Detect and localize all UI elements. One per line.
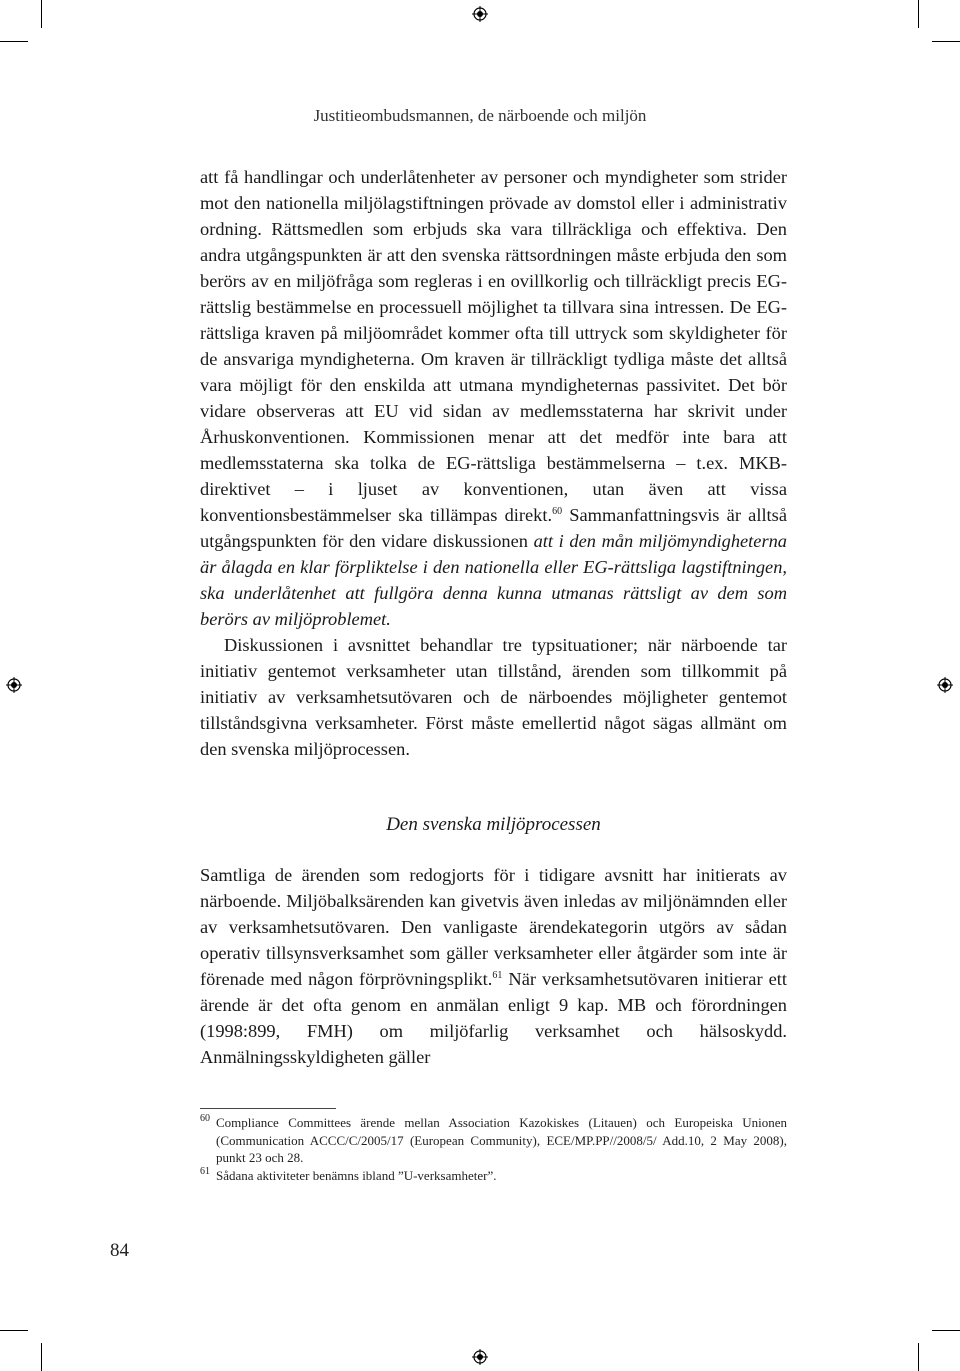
footnotes: [200, 1114, 787, 1184]
paragraph-text: Sammanfattningsvis är alltså utgångspunkten för den vidare diskussionen: [200, 505, 787, 551]
paragraph-text: När verksamhetsutövaren initierar ett ärende är det ofta genom en anmälan enligt 9 kap. MB och förordningen (1998:899, FMH) om miljöfarlig verksamhet och hälsoskydd. Anmälningsskyldigheten gäller: [200, 969, 787, 1067]
page-number: 84: [110, 1240, 129, 1261]
crop-mark-top-right-v: [918, 0, 919, 28]
paragraph-text: att få handlingar och underlåtenheter av personer och myndigheter som strider mot den nationella miljölagstiftningen prövade av domstol eller i administrativ ordning. Rättsmedlen som erbjuds ska vara tillräckliga och effektiva. Den andra utgångspunkten är att den svenska rättsordningen måste erbjuda den som berörs av en miljöfråga som regleras i en ovillkorlig och tillräckligt precis EG-rättslig bestämmelse en processuell möjlighet ta tillvara sina intressen. De EG-rättsliga kraven på miljöområdet kommer ofta till uttryck som skyldigheter för de ansvariga myndigheterna. Om kraven är tillräckligt tydliga måste det alltså vara möjligt för den enskilda att utmana myndigheternas passivitet. Det bör vidare observeras att EU vid sidan av medlemsstaterna har skrivit under Århuskonventionen. Kommissionen menar att det medför inte bara att medlemsstaterna ska tolka de EG-rättsliga bestämmelserna – t.ex. MKB-direktivet – i ljuset av konventionen, utan även att vissa konventionsbestämmelser ska tillämpas direkt.: [200, 167, 787, 525]
crop-mark-bottom-right-h: [932, 1330, 960, 1331]
section-heading: Den svenska miljöprocessen: [386, 814, 601, 835]
paragraph: Diskussionen i avsnittet behandlar tre typsituationer; när närboende tar initiativ gentemot verksamheter utan tillstånd, ärenden som tillkommit på initiativ av verksamhetsutövaren och de närboendes möjligheter gentemot tillståndsgivna verksamheter. Först måste emellertid något sägas allmänt om den svenska miljöprocessen.: [200, 635, 787, 759]
footnote: [200, 1114, 787, 1167]
crop-mark-top-left-v: [41, 0, 42, 28]
running-header: Justitieombudsmannen, de närboende och miljön: [313, 106, 647, 125]
footnote-number: 60: [200, 1113, 210, 1124]
footnote: [200, 1167, 787, 1185]
footnote-text: Sådana aktiviteter benämns ibland ”U-verksamheter”.: [216, 1167, 497, 1183]
crop-mark-bottom-left-v: [41, 1343, 42, 1371]
footnote-ref-61[interactable]: 61: [492, 970, 503, 981]
emphasized-text: att i den mån miljömyndigheterna är ålagda en klar förpliktelse i den nationella eller EG-rättsliga lagstiftningen, ska underlåtenhet att fullgöra denna kunna utmanas rättsligt av dem som berörs av miljöproblemet.: [200, 531, 787, 629]
registration-mark-icon: [472, 1349, 488, 1365]
crop-mark-bottom-right-v: [918, 1343, 919, 1371]
registration-mark-icon: [6, 677, 22, 693]
footnote-ref-60[interactable]: 60: [552, 506, 563, 517]
paragraph-text: Samtliga de ärenden som redogjorts för i tidigare avsnitt har initierats av närboende. Miljöbalksärenden kan givetvis även inledas av miljönämnden eller av verksamhetsutövaren. Den vanligaste ärendekategorin utgörs av sådan operativ tillsynsverksamhet som gäller verksamheter eller åtgärder som inte är förenade med någon förprövningsplikt.: [200, 865, 787, 989]
registration-mark-icon: [472, 6, 488, 22]
footnote-text: Compliance Committees ärende mellan Association Kazokiskes (Litauen) och Europeiska Unionen (Communication ACCC/C/2005/17 (European Community), ECE/MP.PP//2008/5/ Add.10, 2 May 2008), punkt 23 och 28.: [216, 1115, 787, 1165]
crop-mark-bottom-left-h: [0, 1330, 28, 1331]
paragraph: [200, 164, 787, 632]
crop-mark-top-right-h: [932, 41, 960, 42]
registration-mark-icon: [937, 677, 953, 693]
crop-mark-top-left-h: [0, 41, 28, 42]
paragraph: [200, 862, 787, 1070]
footnote-number: 61: [200, 1165, 210, 1177]
footnote-divider: [200, 1108, 336, 1109]
main-text: [200, 164, 787, 1070]
